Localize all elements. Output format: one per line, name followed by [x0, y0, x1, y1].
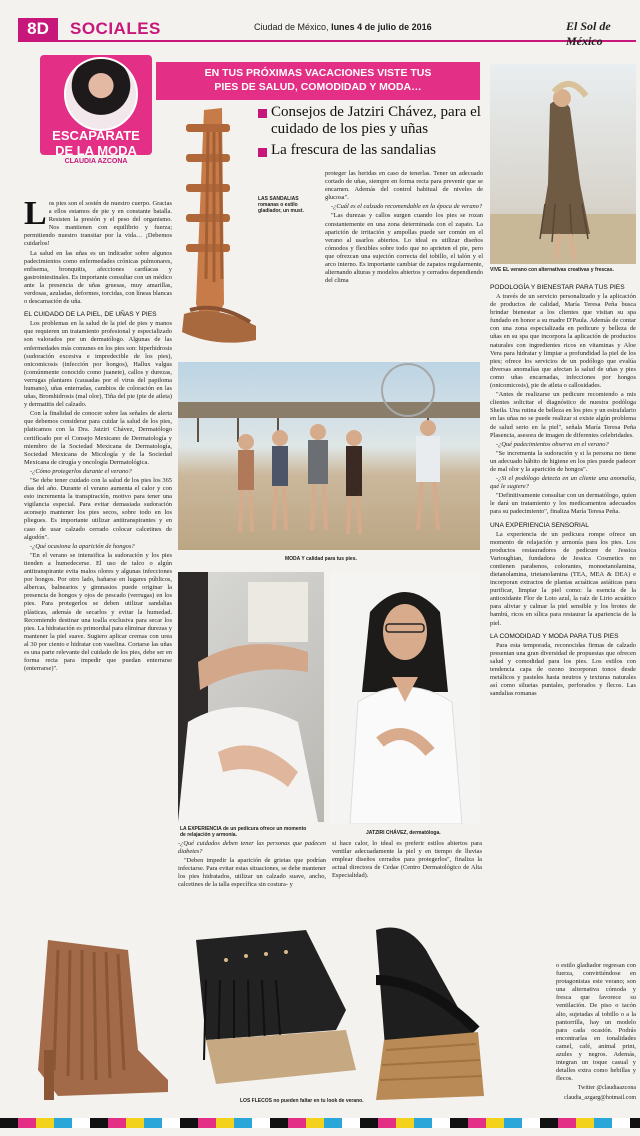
column-title-line1: ESCAPARATE — [52, 128, 140, 143]
paragraph: Para esta temporada, reconocidas firmas de calzado presentan una gran diversidad de propuestas que ofrecen salud y comodidad para los pies. Los estilos con tendencia capa de ozono incorporan tonos desde metálicos y pasteles hasta neutros y texturas naturales así como siluetas puntales, perforados y flecos. Las sandalias romanas — [490, 641, 636, 698]
main-banner — [156, 62, 480, 100]
columnist-name: CLAUDIA AZCONA — [64, 158, 128, 165]
paragraph: La salud en las uñas es un indicador sobre algunos padecimientos como enfermedades crónicas pulmonares, enfisema, bronquitis, afecciones cardíacas y gastrointestinales. Es importante consultar con un médico ante la presencia de uñas gruesas, muy amarillas, verdosas, azuladas, deformes, torcidas, con líneas blancas o descamación de uña. — [24, 249, 172, 306]
article-column-1 — [24, 195, 172, 674]
doctor-caption: JATZIRI CHÁVEZ, dermatóloga. — [366, 830, 441, 836]
beach-model-photo — [490, 64, 636, 264]
gladiator-sandal-photo — [176, 104, 258, 356]
question: -¿Cómo protegerlos durante el verano? — [30, 467, 132, 475]
page-header — [18, 18, 636, 48]
article-column-3 — [332, 840, 482, 881]
dateline — [254, 22, 432, 32]
section-title: SOCIALES — [70, 19, 161, 38]
column-title-line2: DE LA MODA — [55, 143, 137, 158]
question: -¿Si el podólogo detecta en un cliente una anomalía, qué le sugiere? — [490, 475, 636, 491]
paragraph: A través de un servicio personalizado y la aplicación de productos de calidad, María Teresa Peña busca brindar bienestar a los clientes que visitan su spa fundado en honor a su madre D'Paula. Además de contar con una zona especializada en pedicure y belleza de uñas en su spa que incorpora la aplicación de productos naturales con ingredientes ricos en vitaminas y Aloe Vera para hidratar y limpiar a profundidad la piel de los pies; ofrece los servicios de un podólogo que evalúa diversas anomalías que afectan la salud de uñas y pies como uñas encarnadas, infecciones por hongos (onicomicosis), pie de atleta o callosidades. — [490, 293, 636, 390]
article-column-2 — [325, 170, 483, 286]
question: -¿Qué padecimientos observa en el verano? — [496, 440, 609, 448]
pedicure-photo — [178, 572, 324, 822]
paragraph: si hace calor, lo ideal es preferir estilos abiertos para ventilar adecuadamente la piel y en tiempo de lluvias emplear diseños cerrados para protegerlos", finaliza la actual directora de Cedae (Centro Dermatológico de Alta Especialidad). — [332, 840, 482, 880]
article-column-4-end — [556, 962, 636, 1103]
subheading: PODOLOGÍA Y BIENESTAR PARA TUS PIES — [490, 284, 625, 291]
subheading: LA COMODIDAD Y MODA PARA TUS PIES — [490, 632, 619, 640]
article-column-4 — [490, 284, 636, 699]
paragraph: o estilo gladiador regresan con fuerza, convirtiéndose en protagonistas este verano; son una alternativa cómoda y fresca que favorece su ventilación. De piso o tacón alto, sujetadas al tobillo o a la pantorrilla, hay un modelo para cada ocasión. Podrás encontrarlas en tonalidades camel, café, animal print, azules y negros. Además, integran un toque casual y detalles extra como hebillas y flecos. — [556, 962, 636, 1083]
article-column-2-bottom — [178, 840, 326, 891]
paragraph: "Las durezas y callos surgen cuando los pies se rozan constantemente en una zona determinada con el zapato. La aparición de irritación y ampollas puede ser común en el verano al usarlos abiertos. Lo ideal es utilizar diseños cómodos y flexibles sobre todo que no aprieten el pie, pero que ofrezcan una sujeción correcta del tobillo, el talón y el arco interno. Es importante cambiar de zapatos regularmente, alternando alturas y modelos abiertos y cerrados dependiendo del clima — [325, 212, 483, 285]
paragraph: La experiencia de un pedicura rompe ofrece un momento de relajación y armonía para los pies. Los productos restauradores de pedicure de Jessica Vartoughian, fundadora de Jessica Cosmetics no contienen parabenos, colorantes, monoetanolamina, dietanolamina, trietanolamina (TEA, MEA & DEA) e incorporan extractos de plantas acuáticas asiáticas para purificar, limpiar la piel como: la esencia de la antioxidante Flor de Loto azul, la raíz de Lirio acuático para aliviar y calmar la piel sensible y los brotes de bambú, ricos en sílica para restaurar la apariencia de la piel. — [490, 530, 636, 627]
paragraph: "Antes de realizarse un pedicure recomiendo a mis clientes solicitar el diagnóstico de nuestra podóloga Sheila. Una rutina de belleza en los pies y un estrafalario en las uñas no se puede realizar si existe algún problema de salud serio en la piel", señala María Teresa Peña Plasencia, asesora de imagen de diferentes celebridades. — [490, 391, 636, 439]
question: -¿Cuál es el calzado recomendable en la época de verano? — [331, 203, 483, 211]
beach-caption: VIVE EL verano con alternativas creativas y frescas. — [490, 267, 614, 273]
author-email: claudia_azgarg@hotmail.com — [564, 1094, 636, 1101]
dateline-date: lunes 4 de julio de 2016 — [331, 22, 432, 32]
paragraph: proteger las heridas en caso de tenerlas. Tener un adecuado cortado de uñas, siempre en forma recta para prevenir que se encarnen. Además del control habitual de niveles de glucosa". — [325, 170, 483, 202]
paragraph: Con la finalidad de conocer sobre las señales de alerta que debemos considerar para cuidar la salud de los pies, platicamos con la Dra. Jatziri Chávez, Dermatólogo certificado por el Consejo Mexicano de Dermatología y miembro de la Sociedad Mexicana de Dermatología, Sociedad Mexicana de Micología y de la Sociedad Mexicana de cirugía y oncología Dermatológica. — [24, 410, 172, 466]
paragraph: "En el verano se intensifica la sudoración y los pies tienden a humedecerse. El uso de talco o algún antitranspirante evita malos olores y algunas infecciones por hongos. Por otro lado, bañarse en lugares públicos, albercas, balnearios y gimnasios puede originar la presencia de hongos y ojos de pescado (verrugas) en los pies. Para protegerlos se deben utilizar sandalias plásticas, además de secarlos y evitar la humedad. Recomiendo destinar una toalla exclusiva para secar los pies. La hidratación es primordial para eliminar durezas y mantener la piel suave. Sugiero aplicar cremas con urea al 30 por ciento e hidratar con vaselina. Cortarse las uñas es una parte relevante del cuidado de los pies, debe ser en forma recta para impedir que puedan enterrarse (enterrarse)". — [24, 551, 172, 673]
intro-paragraph: os pies son el sostén de nuestro cuerpo. Gracias a ellos estamos de pie y en constante batalla. Resisten la presión y el peso del organismo. Nos mantienen con equilibrio y fuerza; permitiendo nuestro transitar por la vida… ¡Debemos cuidarlos! — [24, 200, 172, 248]
pedicure-caption: LA EXPERIENCIA de un pedicura ofrece un momento de relajación y armonía. — [180, 826, 307, 838]
doctor-photo — [330, 572, 480, 824]
fringe-heel-photo — [18, 920, 186, 1104]
banner-line2: PIES DE SALUD, COMODIDAD Y MODA… — [214, 81, 422, 93]
headline-bullet — [258, 109, 267, 118]
dropcap: L — [24, 195, 47, 232]
paragraph: Los problemas en la salud de la piel de pies y manos que requieren un tratamiento profesional y especializado son valorados por un dermatólogo. Algunas de las enfermedades más comunes en los pies son: hiperhidrosis (sudoración excesiva e impredecible de los pies), onicomicosis (infección por hongos), Hallux valgus (comúnmente conocido como juanete), callos y durezas, verrugas plantares (causadas por el virus del papiloma humano), uñas enterradas, cambios de coloración en las uñas, Bromhidrosis (mal olor), Tiña del pie (pie de atleta) y dermatitis del calzado. — [24, 320, 172, 409]
banner-line1: EN TUS PRÓXIMAS VACACIONES VISTE TUS — [204, 67, 432, 79]
question: -¿Qué cuidados deben tener las personas que padecen diabetes? — [178, 840, 326, 856]
question: -¿Qué ocasiona la aparición de hongos? — [30, 542, 135, 550]
headline-2: La frescura de las sandalias — [271, 142, 436, 158]
cork-wedge-photo — [366, 920, 488, 1104]
color-registration-bar — [0, 1118, 640, 1128]
dateline-city: Ciudad de México, — [254, 22, 329, 32]
columnist-avatar — [64, 57, 138, 131]
page-number: 8D — [18, 18, 58, 40]
black-fringe-wedge-photo — [186, 920, 362, 1096]
paragraph: "Deben impedir la aparición de grietas que podrían infectarse. Para evitar estas situaciones, se debe mantener los pies hidratados, utilizar un calzado suave, ancho, calcetines de la talla específica sin costura- y — [178, 857, 326, 889]
twitter-handle: Twitter @claudiaazcona — [577, 1085, 636, 1092]
headline-bullet — [258, 148, 267, 157]
subheading: EL CUIDADO DE LA PIEL, DE UÑAS Y PIES — [24, 311, 157, 319]
shoes-caption: LOS FLECOS no pueden faltar en tu look de verano. — [240, 1098, 364, 1104]
headline-1: Consejos de Jatziri Chávez, para el cuidado de los pies y uñas — [271, 104, 481, 137]
paragraph: "Se debe tener cuidado con la salud de los pies los 365 días del año. Durante el verano aumenta el calor y con esto incrementa la transpiración, motivo para tener una vigilancia especial. Para evitar demasiada sudoración aconsejo mantener los pies secos, sobre todo en los pliegues. Es importante utilizar antitranspirantes y en caso de usar calzado cerrado colocar calcetines de algodón". — [24, 477, 172, 541]
paragraph: "Se incrementa la sudoración y si la persona no tiene un adecuado hábito de higiene en los pies puede padecer de mal olor y la aparición de hongos". — [490, 449, 636, 473]
group-beach-photo — [178, 362, 480, 550]
subheading: UNA EXPERIENCIA SENSORIAL — [490, 521, 589, 529]
group-caption: MODA Y calidad para tus pies. — [285, 556, 357, 562]
paragraph: "Definitivamente consultar con un dermatólogo, quien le dará un tratamiento y los medicamentos adecuados para su padecimiento", finaliza María Teresa Peña. — [490, 492, 636, 516]
sandal-caption: LAS SANDALIAS romanas o estilo gladiador, un must. — [258, 196, 304, 214]
masthead-logo: El Sol de México — [566, 19, 611, 48]
